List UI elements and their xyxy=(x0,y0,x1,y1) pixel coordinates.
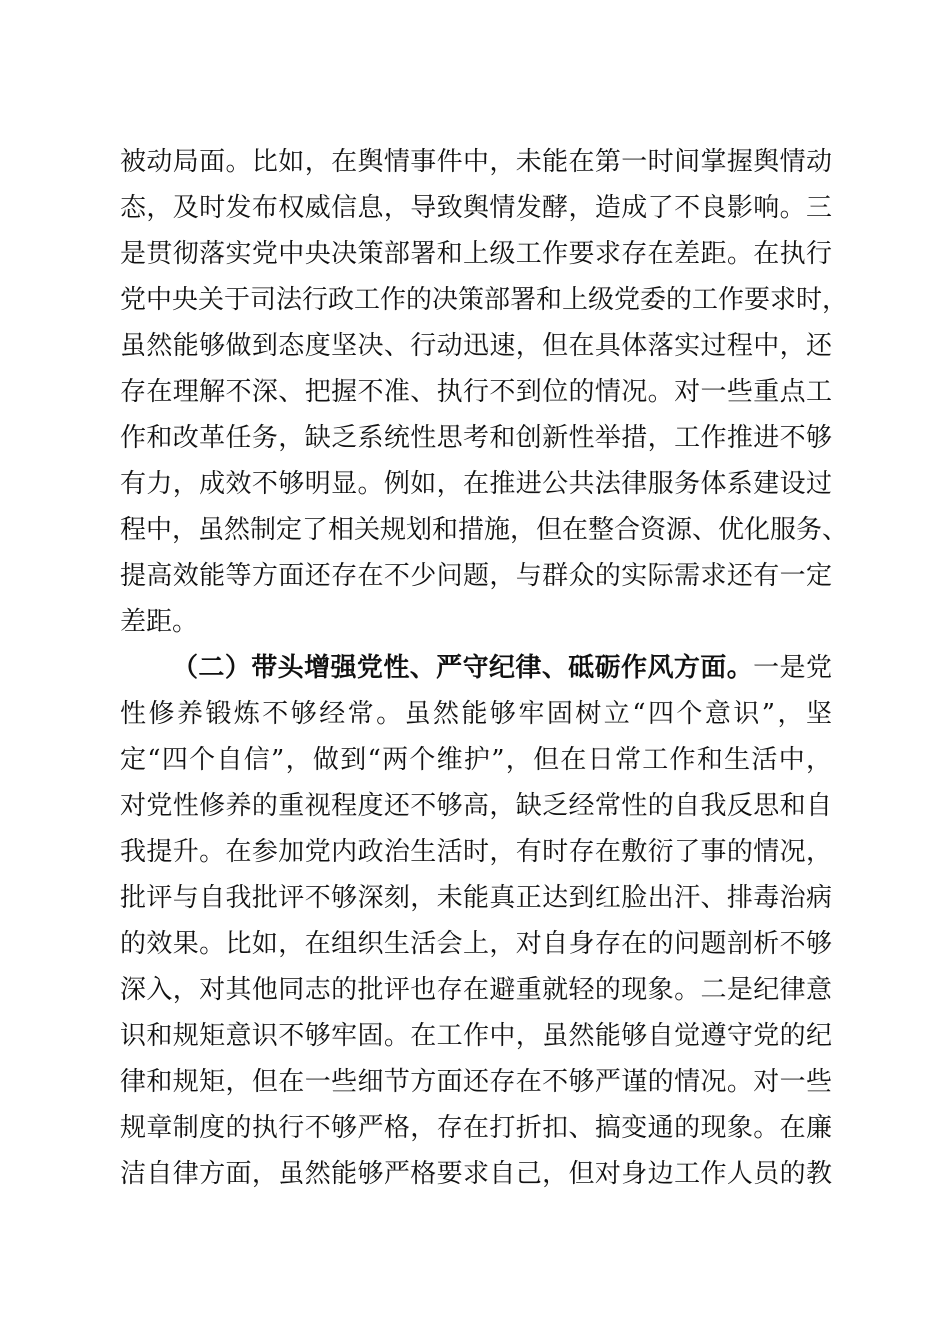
paragraph-line: 是贯彻落实党中央决策部署和上级工作要求存在差距。在执行 xyxy=(120,239,832,269)
section-heading-rest: 一是党 xyxy=(753,653,832,683)
paragraph-line: 对党性修养的重视程度还不够高，缺乏经常性的自我反思和自 xyxy=(120,791,832,821)
paragraph-line: 定“四个自信”，做到“两个维护”，但在日常工作和生活中， xyxy=(120,745,832,775)
paragraph-line: 洁自律方面，虽然能够严格要求自己，但对身边工作人员的教 xyxy=(120,1159,832,1189)
paragraph-line: 差距。 xyxy=(120,607,199,637)
paragraph-line: 程中，虽然制定了相关规划和措施，但在整合资源、优化服务、 xyxy=(120,515,849,545)
paragraph-line: 存在理解不深、把握不准、执行不到位的情况。对一些重点工 xyxy=(120,377,832,407)
paragraph-line: 规章制度的执行不够严格，存在打折扣、搞变通的现象。在廉 xyxy=(120,1113,832,1143)
paragraph-line: 识和规矩意识不够牢固。在工作中，虽然能够自觉遵守党的纪 xyxy=(120,1021,832,1051)
paragraph-line: 作和改革任务，缺乏系统性思考和创新性举措，工作推进不够 xyxy=(120,423,832,453)
paragraph-line: 深入，对其他同志的批评也存在避重就轻的现象。二是纪律意 xyxy=(120,975,832,1005)
paragraph-line: 被动局面。比如，在舆情事件中，未能在第一时间掌握舆情动 xyxy=(120,147,832,177)
section-heading-line xyxy=(172,646,832,690)
paragraph-line: 提高效能等方面还存在不少问题，与群众的实际需求还有一定 xyxy=(120,561,832,591)
paragraph-line: 虽然能够做到态度坚决、行动迅速，但在具体落实过程中，还 xyxy=(120,331,832,361)
paragraph-line: 性修养锻炼不够经常。虽然能够牢固树立“四个意识”，坚 xyxy=(120,699,832,729)
paragraph-line: 态，及时发布权威信息，导致舆情发酵，造成了不良影响。三 xyxy=(120,193,832,223)
paragraph-line: 律和规矩，但在一些细节方面还存在不够严谨的情况。对一些 xyxy=(120,1067,832,1097)
paragraph-line: 党中央关于司法行政工作的决策部署和上级党委的工作要求时， xyxy=(120,285,849,315)
paragraph-line: 批评与自我批评不够深刻，未能真正达到红脸出汗、排毒治病 xyxy=(120,883,832,913)
paragraph-line: 有力，成效不够明显。例如，在推进公共法律服务体系建设过 xyxy=(120,469,832,499)
paragraph-line: 的效果。比如，在组织生活会上，对自身存在的问题剖析不够 xyxy=(120,929,832,959)
section-heading: （二）带头增强党性、严守纪律、砥砺作风方面。 xyxy=(172,653,754,683)
paragraph-line: 我提升。在参加党内政治生活时，有时存在敷衍了事的情况， xyxy=(120,837,832,867)
